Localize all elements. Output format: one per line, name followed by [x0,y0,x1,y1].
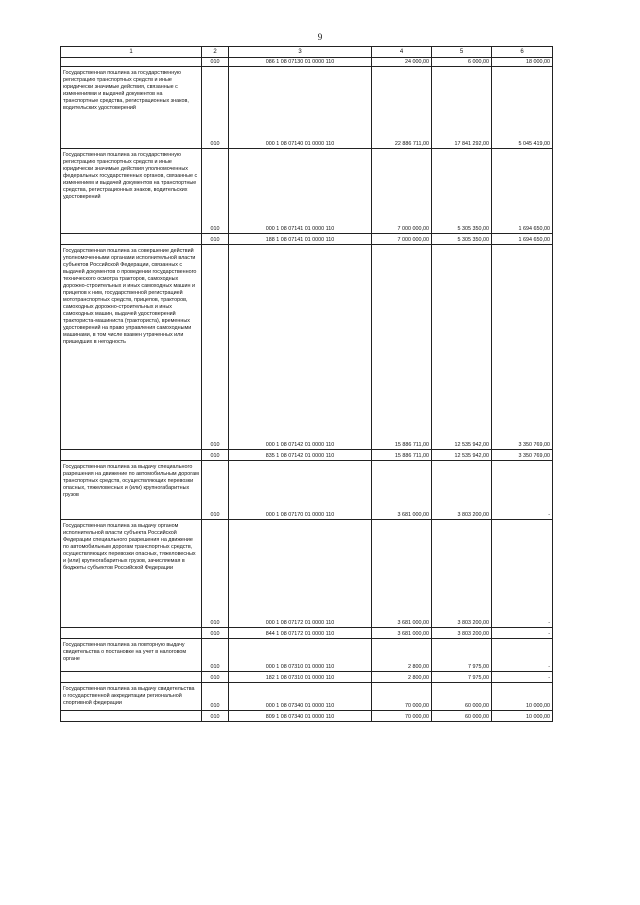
row-code-cell: 010 [202,683,229,711]
row-kbk-cell: 809 1 08 07340 01 0000 110 [229,711,372,722]
header-row [61,47,553,58]
header-cell: 5 [432,47,492,58]
table-row [61,639,553,672]
row-name-text: Государственная пошлина за государственную регистрацию транспортных средств и иные юридически значимые действия уполномоченных федеральных государственных органов, связанные с изменением и выдачей документов на транспортные средства, регистрационных знаков, водительских удостоверений [63,152,198,200]
row-name-cell [61,628,202,639]
row-name-cell [61,58,202,67]
row-kbk-cell: 182 1 08 07310 01 0000 110 [229,672,372,683]
header-cell: 3 [229,47,372,58]
row-name-text: Государственная пошлина за выдачу свидетельства о государственной аккредитации региональной спортивной федерации [63,686,195,706]
table-row [61,628,553,639]
row-name-cell [61,234,202,245]
row-code-cell: 010 [202,450,229,461]
row-name-text [63,631,199,633]
row-value-col6: 3 350 769,00 [492,450,553,461]
header-cell: 1 [61,47,202,58]
row-code-cell: 010 [202,711,229,722]
row-code-cell: 010 [202,234,229,245]
row-value-col4: 15 886 711,00 [372,450,432,461]
row-name-text [63,237,199,239]
row-value-col6: 1 694 650,00 [492,149,553,234]
row-value-col4: 24 000,00 [372,58,432,67]
header-cell: 2 [202,47,229,58]
table-row [61,67,553,149]
row-value-col6: 10 000,00 [492,711,553,722]
row-kbk-cell: 000 1 08 07141 01 0000 110 [229,149,372,234]
row-kbk-cell: 844 1 08 07172 01 0000 110 [229,628,372,639]
row-value-col5: 3 803 200,00 [432,461,492,520]
row-value-col6: 5 045 419,00 [492,67,553,149]
row-value-col6: - [492,520,553,628]
row-kbk-cell: 000 1 08 07170 01 0000 110 [229,461,372,520]
row-value-col6: - [492,672,553,683]
row-value-col5: 12 535 942,00 [432,450,492,461]
row-code-cell: 010 [202,245,229,450]
row-name-cell [61,520,202,628]
table-row [61,450,553,461]
row-value-col4: 3 681 000,00 [372,520,432,628]
row-value-col6: - [492,628,553,639]
row-value-col4: 7 000 000,00 [372,234,432,245]
budget-table [60,46,553,722]
row-code-cell: 010 [202,672,229,683]
row-value-col6: 18 000,00 [492,58,553,67]
row-value-col4: 70 000,00 [372,683,432,711]
table-row [61,520,553,628]
table-row [61,683,553,711]
row-value-col5: 6 000,00 [432,58,492,67]
row-value-col6: - [492,461,553,520]
table-row [61,234,553,245]
row-value-col5: 3 803 200,00 [432,628,492,639]
row-name-text: Государственная пошлина за повторную выдачу свидетельства о постановке на учет в налоговом органе [63,642,187,662]
row-kbk-cell: 188 1 08 07141 01 0000 110 [229,234,372,245]
row-value-col5: 5 305 350,00 [432,149,492,234]
row-value-col6: 10 000,00 [492,683,553,711]
row-name-text [63,714,199,716]
row-value-col6: 1 694 650,00 [492,234,553,245]
row-code-cell: 010 [202,639,229,672]
row-value-col4: 70 000,00 [372,711,432,722]
row-name-cell [61,461,202,520]
row-value-col4: 22 886 711,00 [372,67,432,149]
row-name-cell [61,639,202,672]
row-value-col4: 3 681 000,00 [372,461,432,520]
row-value-col6: 3 350 769,00 [492,245,553,450]
row-name-text [63,453,199,455]
row-name-text: Государственная пошлина за выдачу специального разрешения на движение по автомобильным дорогам транспортных средств, осуществляющих перевозки опасных, тяжеловесных и (или) крупногабаритных грузов [63,464,199,498]
row-value-col6: - [492,639,553,672]
row-value-col5: 7 975,00 [432,672,492,683]
row-value-col4: 15 886 711,00 [372,245,432,450]
table-row [61,672,553,683]
row-name-cell [61,683,202,711]
row-value-col5: 5 305 350,00 [432,234,492,245]
row-kbk-cell: 000 1 08 07140 01 0000 110 [229,67,372,149]
row-value-col5: 60 000,00 [432,711,492,722]
page-number: 9 [317,32,323,42]
row-name-cell [61,711,202,722]
row-name-text [63,675,199,677]
row-name-text [63,61,199,63]
table-row [61,149,553,234]
row-kbk-cell: 000 1 08 07340 01 0000 110 [229,683,372,711]
row-value-col5: 12 535 942,00 [432,245,492,450]
row-name-cell [61,67,202,149]
table-row [61,461,553,520]
row-value-col5: 17 841 292,00 [432,67,492,149]
row-name-text: Государственная пошлина за совершение действий уполномоченными органами исполнительной власти субъектов Российской Федерации, связанных с выдачей документов о проведении государственного технического осмотра тракторов, самоходных дорожно-строительных и иных самоходных машин и прицепов к ним, государственной регистрацией мототранспортных средств, прицепов, тракторов, самоходных дорожно-строительных и иных самоходных машин, выдачей удостоверений тракториста-машиниста (тракториста), временных удостоверений на право управления самоходными машинами, в том числе взамен утраченных или пришедших в негодность [63,248,197,345]
row-value-col5: 3 803 200,00 [432,520,492,628]
row-value-col5: 7 975,00 [432,639,492,672]
row-name-text: Государственная пошлина за выдачу органом исполнительной власти субъекта Российской Федерации специального разрешения на движение по автомобильным дорогам транспортных средств, осуществляющих перевозки опасных, тяжеловесных и (или) крупногабаритных грузов, зачисляемая в бюджеты субъектов Российской Федерации [63,523,196,571]
table-row [61,711,553,722]
row-kbk-cell: 000 1 08 07172 01 0000 110 [229,520,372,628]
row-value-col4: 7 000 000,00 [372,149,432,234]
row-name-cell [61,450,202,461]
row-kbk-cell: 835 1 08 07142 01 0000 110 [229,450,372,461]
row-code-cell: 010 [202,461,229,520]
row-value-col4: 2 800,00 [372,639,432,672]
row-kbk-cell: 086 1 08 07130 01 0000 110 [229,58,372,67]
table-row [61,245,553,450]
row-kbk-cell: 000 1 08 07142 01 0000 110 [229,245,372,450]
row-name-text: Государственная пошлина за государственную регистрацию транспортных средств и иные юридически значимые действия, связанные с изменениями и выдачей документов на транспортные средства, регистрационных знаков, водительских удостоверений [63,70,189,111]
row-name-cell [61,672,202,683]
row-name-cell [61,149,202,234]
row-value-col5: 60 000,00 [432,683,492,711]
row-code-cell: 010 [202,149,229,234]
row-code-cell: 010 [202,628,229,639]
row-value-col4: 3 681 000,00 [372,628,432,639]
row-code-cell: 010 [202,520,229,628]
row-name-cell [61,245,202,450]
row-value-col4: 2 800,00 [372,672,432,683]
row-kbk-cell: 000 1 08 07310 01 0000 110 [229,639,372,672]
row-code-cell: 010 [202,58,229,67]
header-cell: 4 [372,47,432,58]
row-code-cell: 010 [202,67,229,149]
header-cell: 6 [492,47,553,58]
table-row [61,58,553,67]
